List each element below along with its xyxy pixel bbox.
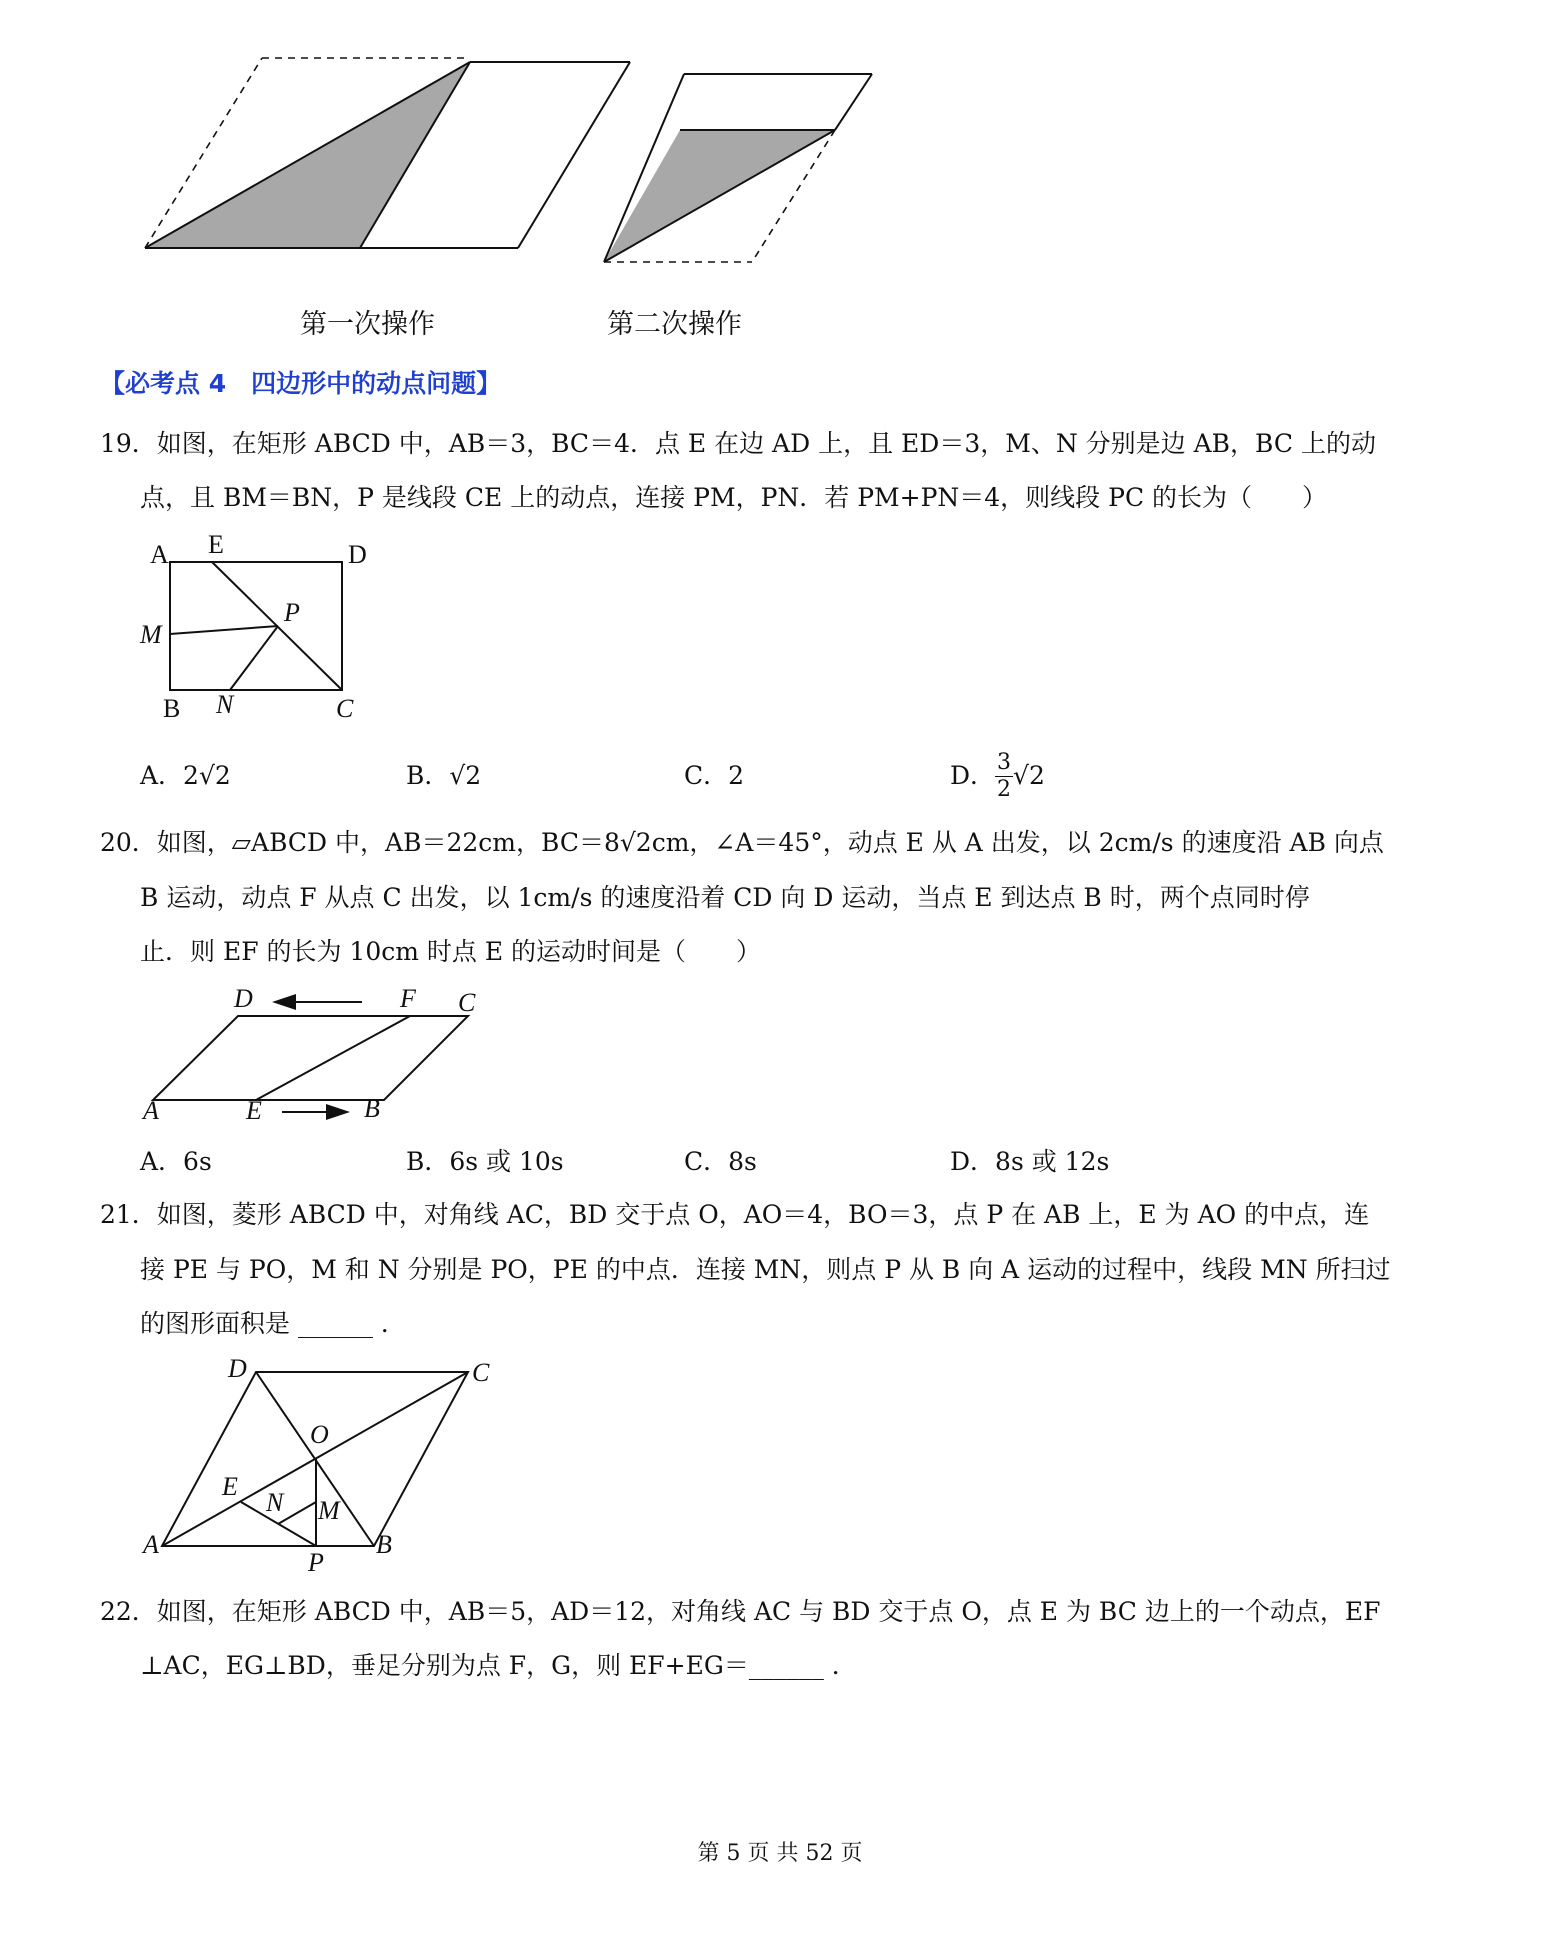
q20-line-2: B 运动，动点 F 从点 C 出发，以 1cm/s 的速度沿着 CD 向 D 运动，当点 E 到达点 B 时，两个点同时停 bbox=[140, 883, 1310, 912]
q22-line-2: ⊥AC，EG⊥BD，垂足分别为点 F，G，则 EF+EG＝______ ． bbox=[140, 1651, 857, 1680]
q19-option-b: B．√2 bbox=[406, 761, 482, 790]
q21-line-2: 接 PE 与 PO，M 和 N 分别是 PO，PE 的中点．连接 MN，则点 P 从 B 向 A 运动的过程中，线段 MN 所扫过 bbox=[140, 1255, 1391, 1284]
q20-label-f: F bbox=[400, 984, 416, 1013]
q21-label-a: A bbox=[143, 1530, 159, 1559]
q19-label-e: E bbox=[208, 530, 224, 559]
q21-label-m: M bbox=[318, 1496, 340, 1525]
q19-option-a: A．2√2 bbox=[140, 761, 231, 790]
q21-label-d: D bbox=[228, 1354, 247, 1383]
section-heading: 【必考点 4 四边形中的动点问题】 bbox=[100, 369, 502, 398]
q21-label-n: N bbox=[266, 1488, 284, 1517]
q20-option-d: D．8s 或 12s bbox=[950, 1147, 1110, 1176]
caption-first-operation: 第一次操作 bbox=[300, 309, 435, 340]
q19-option-c: C．2 bbox=[684, 761, 745, 790]
page-footer: 第 5 页 共 52 页 bbox=[697, 1841, 863, 1866]
q21-line-1: 21．如图，菱形 ABCD 中，对角线 AC，BD 交于点 O，AO＝4，BO＝3，点 P 在 AB 上，E 为 AO 的中点，连 bbox=[100, 1200, 1370, 1229]
q20-label-a: A bbox=[143, 1096, 159, 1125]
q20-option-b: B．6s 或 10s bbox=[406, 1147, 564, 1176]
q19-option-d-prefix: D． bbox=[950, 761, 996, 790]
q21-label-b: B bbox=[376, 1530, 392, 1559]
q19-label-m: M bbox=[140, 620, 162, 649]
q19-option-d-numerator: 3 bbox=[997, 749, 1012, 775]
q19-label-d: D bbox=[348, 540, 367, 569]
q21-label-e: E bbox=[222, 1472, 238, 1501]
q21-label-p: P bbox=[308, 1548, 324, 1577]
q20-label-c: C bbox=[458, 988, 476, 1017]
q19-label-a: A bbox=[150, 540, 169, 569]
q20-option-a: A．6s bbox=[140, 1147, 212, 1176]
q22-line-1: 22．如图，在矩形 ABCD 中，AB＝5，AD＝12，对角线 AC 与 BD 交于点 O，点 E 为 BC 边上的一个动点，EF bbox=[100, 1597, 1381, 1626]
q19-option-d-denominator: 2 bbox=[997, 776, 1012, 802]
q19-option-d-root: √2 bbox=[1013, 761, 1045, 790]
q19-label-b: B bbox=[163, 694, 181, 723]
q19-line-1: 19．如图，在矩形 ABCD 中，AB＝3，BC＝4．点 E 在边 AD 上，且 ED＝3，M、N 分别是边 AB，BC 上的动 bbox=[100, 429, 1376, 458]
q21-label-o: O bbox=[310, 1420, 329, 1449]
q19-label-n: N bbox=[216, 690, 234, 719]
q21-line-3: 的图形面积是 ______ ． bbox=[140, 1309, 406, 1338]
q20-option-c: C．8s bbox=[684, 1147, 757, 1176]
q20-line-1: 20．如图，▱ABCD 中，AB＝22cm，BC＝8√2cm，∠A＝45°，动点 E 从 A 出发，以 2cm/s 的速度沿 AB 向点 bbox=[100, 828, 1384, 857]
q20-label-e: E bbox=[246, 1096, 262, 1125]
q20-line-3: 止．则 EF 的长为 10cm 时点 E 的运动时间是（ ） bbox=[140, 937, 762, 966]
q19-line-2: 点，且 BM＝BN，P 是线段 CE 上的动点，连接 PM，PN．若 PM+PN＝4，则线段 PC 的长为（ ） bbox=[140, 483, 1328, 512]
q19-label-c: C bbox=[336, 694, 354, 723]
q19-label-p: P bbox=[284, 598, 300, 627]
q20-label-d: D bbox=[234, 984, 253, 1013]
caption-second-operation: 第二次操作 bbox=[607, 309, 742, 340]
q20-label-b: B bbox=[364, 1094, 380, 1123]
q21-label-c: C bbox=[472, 1358, 490, 1387]
